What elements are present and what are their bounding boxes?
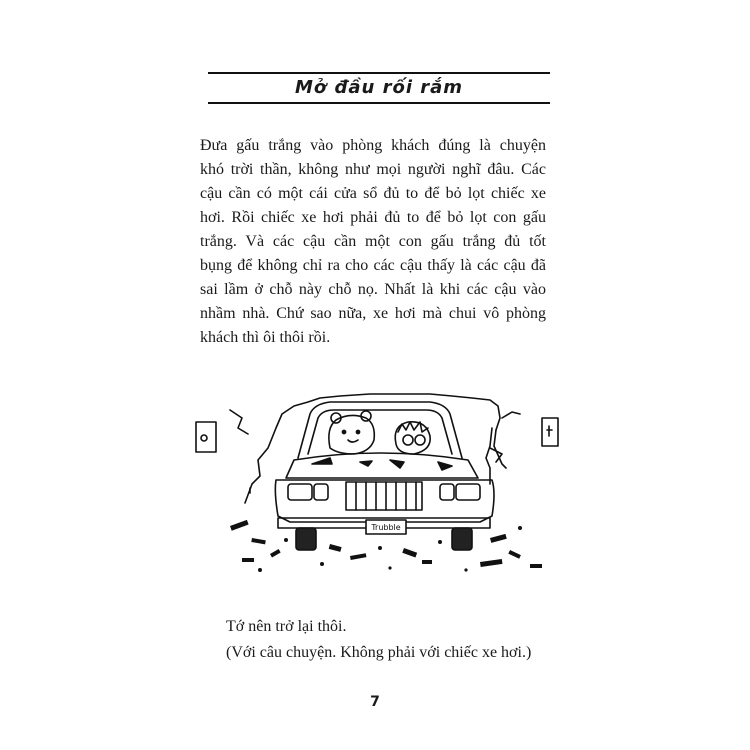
headlight-right: [456, 484, 480, 500]
boy-glasses-left: [403, 435, 413, 445]
body-line: bụng để không chỉ ra cho các cậu thấy là các cậu đã: [200, 257, 546, 274]
picture-frame-right: [542, 418, 558, 446]
bear-eye-right: [356, 430, 359, 433]
bear-snout: [348, 440, 358, 442]
bear-ear-right: [361, 411, 371, 421]
body-line: nhầm nhà. Chứ sao nữa, xe hơi mà chui vô phòng: [200, 305, 546, 322]
license-plate-text: Trubble: [371, 523, 401, 532]
wheel-right: [452, 528, 472, 550]
body-paragraph: [200, 134, 546, 350]
chapter-header: [208, 72, 550, 104]
car-body: [275, 480, 494, 522]
headlight-left: [288, 484, 312, 500]
header-rule-top: [208, 72, 550, 74]
chapter-title: Mở đầu rối rắm: [294, 77, 464, 98]
closing-text: [226, 614, 531, 666]
car-crash-illustration: [190, 388, 560, 578]
frame-symbol-right: [547, 426, 552, 436]
headlight-right-2: [440, 484, 454, 500]
body-line: cậu cần có một cái cửa sổ đủ to để bỏ lọt chiếc xe: [200, 185, 546, 202]
body-line: Đưa gấu trắng vào phòng khách đúng là chuyện: [200, 137, 546, 154]
body-line: khách thì ôi thôi rồi.: [200, 329, 331, 346]
body-line: hơi. Rồi chiếc xe hơi phải đủ to để bỏ lọt con gấu: [200, 209, 546, 226]
wheel-left: [296, 528, 316, 550]
bear-eye-left: [342, 430, 345, 433]
boy-glasses-right: [415, 435, 425, 445]
frame-dot-left: [201, 435, 207, 441]
body-line: trắng. Và các cậu cần một con gấu trắng đủ tốt: [200, 233, 546, 250]
header-rule-bottom: [208, 102, 550, 104]
car-grille: [346, 482, 422, 510]
closing-line-2: (Với câu chuyện. Không phải với chiếc xe hơi.): [226, 644, 532, 661]
page-number: 7: [370, 694, 380, 710]
boy-hair: [398, 422, 428, 432]
body-line: khó trời thần, không như mọi người nghĩ đâu. Các: [200, 161, 546, 178]
headlight-left-2: [314, 484, 328, 500]
hood-debris: [312, 458, 452, 470]
closing-line-1: Tớ nên trở lại thôi.: [226, 618, 347, 635]
body-line: sai lầm ở chỗ này chỗ nọ. Nhất là khi các cậu vào: [200, 281, 546, 298]
grille-bars: [356, 482, 416, 510]
